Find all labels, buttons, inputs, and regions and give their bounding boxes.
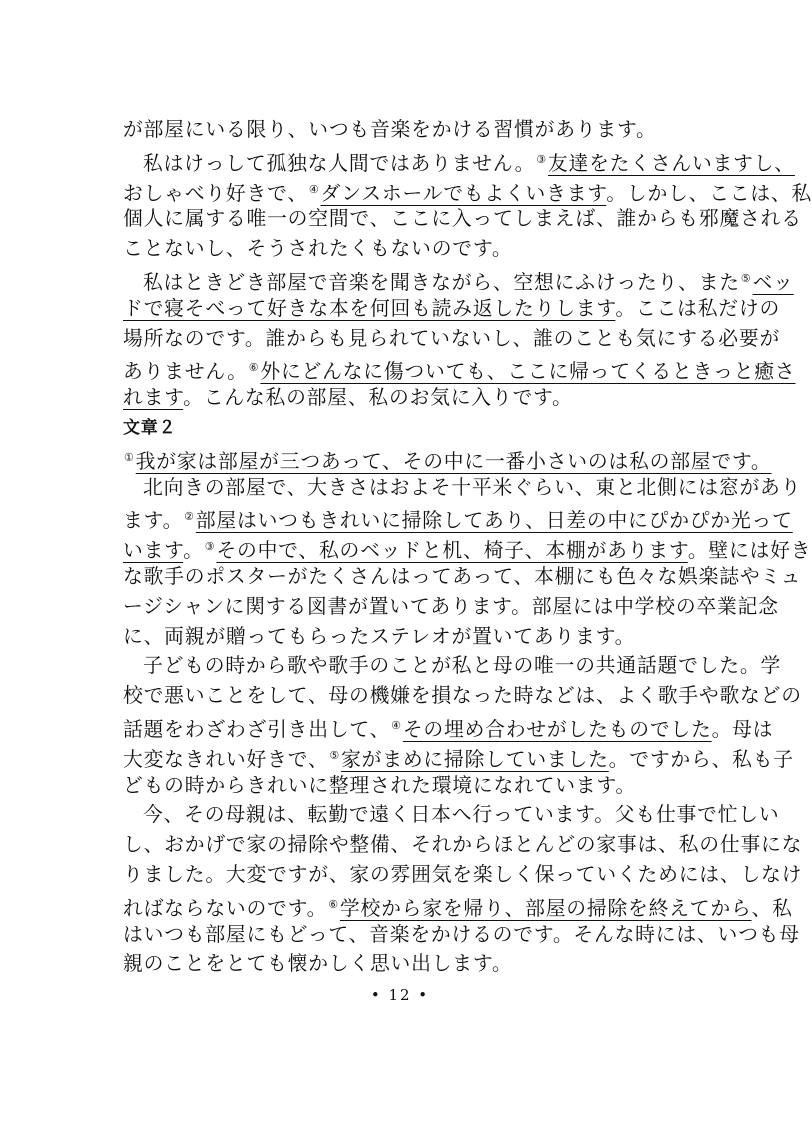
text-span: 子どもの時から歌や歌手のことが私と母の唯一の共通話題でした。学 — [143, 654, 782, 678]
text-span: 校で悪いことをして、母の機嫌を損なった時などは、よく歌手や歌などの — [123, 684, 802, 708]
text-span: 。ここは私だけの — [615, 296, 781, 320]
text-span: 。しかし、ここは、私 — [606, 181, 812, 205]
underlined-text: ダンスホールでもよくいきます — [320, 181, 607, 205]
underlined-text: ベッ — [752, 271, 794, 294]
note-marker: ② — [184, 510, 195, 524]
note-marker: ⑥ — [328, 897, 339, 911]
text-span: し、おかげで家の掃除や整備、それからほとんどの家事は、私の仕事にな — [123, 833, 803, 857]
note-marker: ④ — [391, 719, 402, 732]
note-marker: ⑥ — [248, 361, 260, 375]
text-span: 私はときどき部屋で音楽を聞きながら、空想にふけったり、また — [143, 271, 740, 294]
text-span: な歌手のポスターがたくさんはってあって、本棚にも色々な娯楽誌やミュ — [123, 565, 802, 588]
underlined-text: います — [123, 539, 184, 563]
text-span: ことないし、そうされたくもないのです。 — [123, 237, 513, 261]
note-marker: ⑤ — [329, 748, 341, 762]
text-span: 個人に属する唯一の空間で、ここに入ってしまえば、誰からも邪魔される — [123, 207, 802, 231]
underlined-text: 部屋はいつもきれいに掃除してあり、日差の中にぴかぴか光って — [195, 509, 793, 533]
underlined-text: ドで寝そべって好きな本を何回も読み返したりします — [123, 296, 616, 320]
note-marker: ⑤ — [740, 272, 752, 285]
underlined-text: 家がまめに掃除していました — [341, 747, 609, 771]
note-marker: ③ — [536, 152, 547, 166]
underlined-text: 我が家は部屋が三つあって、その中に一番小さいのは私の部屋です。 — [135, 449, 772, 473]
text-span: おしゃべり好きで、 — [123, 181, 308, 205]
text-span: ありません。 — [123, 360, 248, 384]
text-span: 文章２ — [123, 418, 177, 438]
text-span: 親のことをとても懐かしく思い出します。 — [123, 952, 513, 976]
underlined-text: その中で、私のベッドと机、椅子、本棚があります — [216, 539, 688, 563]
text-span: 話題をわざわざ引き出して、 — [123, 718, 391, 741]
text-span: 、私 — [751, 896, 793, 920]
text-span: 。壁には好き — [687, 539, 812, 563]
text-span: 大変なきれい好きで、 — [123, 747, 329, 771]
underlined-text: 外にどんなに傷ついても、ここに帰ってくるときっと癒さ — [260, 360, 796, 384]
text-span: 。 — [183, 539, 204, 563]
text-span: どもの時からきれいに整理された環境になれています。 — [123, 773, 636, 797]
text-span: ージシャンに関する図書が置いてあります。部屋には中学校の卒業記念 — [123, 594, 779, 618]
underlined-text: 学校から家を帰り、部屋の掃除を終えてから — [339, 896, 752, 920]
text-span: に、両親が贈ってもらったステレオが置いてあります。 — [123, 624, 636, 648]
text-span: はいつも部屋にもどって、音楽をかけるのです。そんな時には、いつも母 — [123, 922, 800, 946]
underlined-text: れます — [123, 386, 184, 410]
text-span: りました。大変ですが、家の雰囲気を楽しく保っていくためには、しなけ — [123, 863, 803, 886]
text-span: 。母は — [711, 718, 774, 741]
text-span: 今、その母親は、転勤で遠く日本へ行っています。父も仕事で忙しい — [143, 803, 780, 827]
text-span: 。こんな私の部屋、私のお気に入りです。 — [183, 386, 573, 410]
note-marker: ③ — [204, 540, 216, 554]
page-number: • 12 • — [370, 986, 430, 1004]
text-span: が部屋にいる限り、いつも音楽をかける習慣があります。 — [123, 118, 657, 141]
text-span: 北向きの部屋で、大きさはおよそ十平米ぐらい、東と北側には窓があり — [143, 475, 802, 499]
note-marker: ① — [124, 450, 135, 464]
underlined-text: その埋め合わせがしたものでした — [402, 718, 712, 741]
text-span: 私はけっして孤独な人間ではありません。 — [143, 151, 536, 175]
text-span: 場所なのです。誰からも見られていないし、誰のことも気にする必要が — [123, 326, 781, 350]
text-span: ればならないのです。 — [123, 896, 328, 920]
note-marker: ④ — [308, 182, 320, 196]
text-span: 。ですから、私も子 — [608, 747, 794, 771]
text-line — [123, 947, 723, 981]
underlined-text: 友達をたくさんいますし、 — [547, 151, 795, 175]
text-span: ます。 — [123, 509, 184, 533]
